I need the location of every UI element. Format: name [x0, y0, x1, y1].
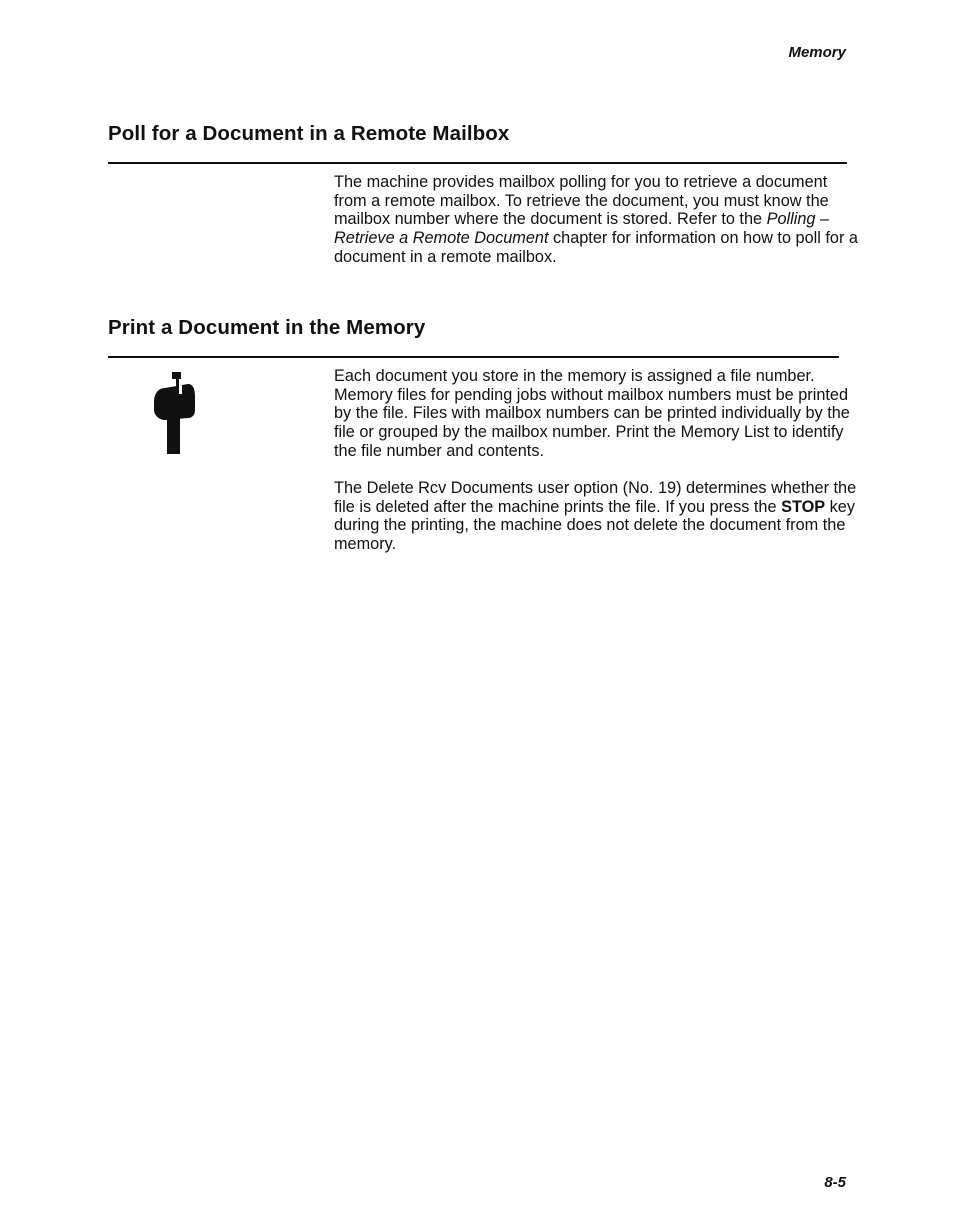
- text-span: The Delete Rcv Documents user option (No. 19) determines whether the file is deleted after the machine prints the file. If you press the: [334, 479, 857, 516]
- chapter-reference: Polling – Retrieve a Remote Document: [334, 210, 830, 248]
- running-header: Memory: [788, 44, 846, 61]
- paragraph: [334, 173, 864, 267]
- page-number: 8-5: [824, 1174, 846, 1191]
- text-span: chapter for information on how to poll for a document in a remote mailbox.: [334, 229, 858, 266]
- text-span: key during the printing, the machine does not delete the document from the memory.: [334, 497, 855, 554]
- section-body-print: [334, 367, 864, 554]
- section-rule-poll: [108, 162, 847, 164]
- stop-key-label: STOP: [781, 497, 826, 516]
- paragraph: Each document you store in the memory is assigned a file number. Memory files for pending jobs without mailbox numbers must be printed by the file. Files with mailbox numbers can be printed individually by the file or grouped by the mailbox number. Print the Memory List to identify the file number and contents.: [334, 367, 850, 460]
- section-body-poll: [334, 173, 864, 267]
- section-title-print: Print a Document in the Memory: [108, 316, 426, 339]
- mailbox-icon: [150, 372, 196, 456]
- section-rule-print: [108, 356, 839, 358]
- paragraph: [334, 479, 864, 554]
- text-span: The machine provides mailbox polling for you to retrieve a document from a remote mailbox. To retrieve the document, you must know the mailbox number where the document is stored. Refer to the: [334, 173, 829, 229]
- section-title-poll: Poll for a Document in a Remote Mailbox: [108, 122, 510, 145]
